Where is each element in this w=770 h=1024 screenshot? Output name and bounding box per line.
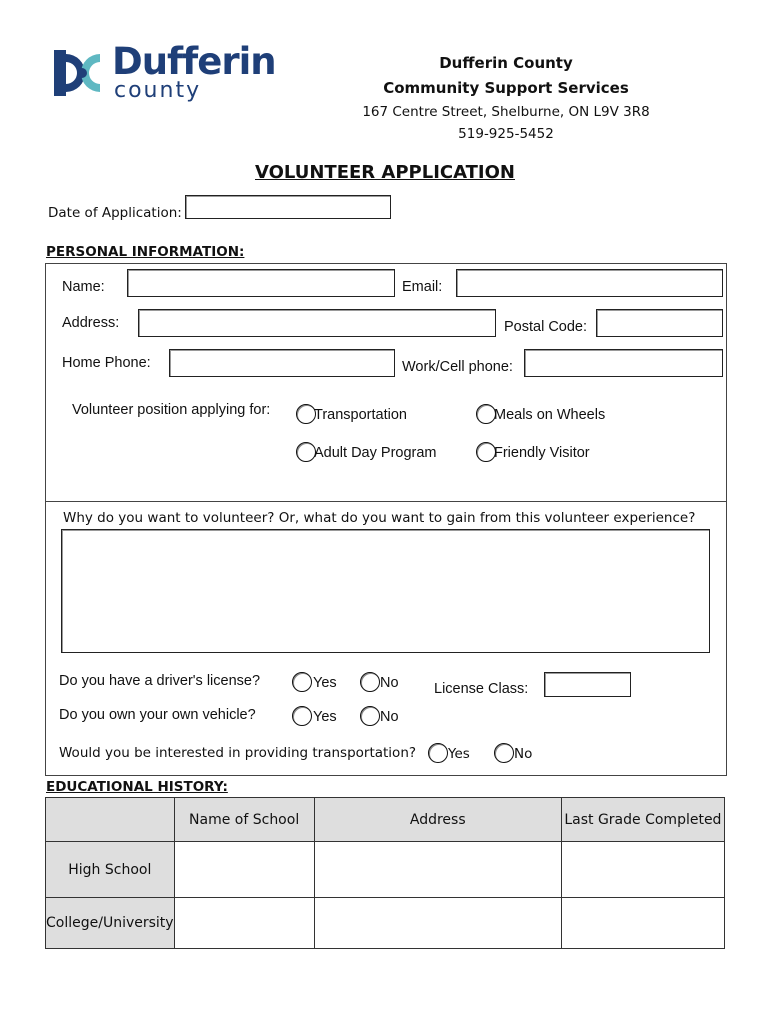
work-phone-label: Work/Cell phone: bbox=[402, 359, 513, 375]
high-school-address-cell[interactable] bbox=[314, 842, 561, 898]
logo-brand: Dufferin bbox=[112, 40, 276, 83]
date-label: Date of Application: bbox=[48, 205, 182, 221]
transport-no-label: No bbox=[514, 746, 533, 762]
work-phone-field[interactable] bbox=[524, 349, 723, 377]
label-friendly-visitor: Friendly Visitor bbox=[494, 445, 590, 461]
column-header: Name of School bbox=[174, 798, 314, 842]
transport-no-radio[interactable] bbox=[494, 743, 514, 763]
home-phone-label: Home Phone: bbox=[62, 355, 151, 371]
postal-code-label: Postal Code: bbox=[504, 319, 588, 335]
logo-sub: county bbox=[114, 78, 202, 103]
vehicle-yes-label: Yes bbox=[313, 709, 337, 725]
email-field[interactable] bbox=[456, 269, 723, 297]
college-grade-cell[interactable] bbox=[561, 898, 724, 949]
org-name: Dufferin County bbox=[439, 54, 573, 72]
org-phone: 519-925-5452 bbox=[458, 126, 554, 142]
license-yes-radio[interactable] bbox=[292, 672, 312, 692]
high-school-grade-cell[interactable] bbox=[561, 842, 724, 898]
radio-transportation[interactable] bbox=[296, 404, 316, 424]
org-dept: Community Support Services bbox=[383, 79, 629, 97]
dufferin-logo-mark bbox=[52, 44, 104, 102]
label-meals-on-wheels: Meals on Wheels bbox=[494, 407, 606, 423]
license-class-field[interactable] bbox=[544, 672, 631, 697]
college-name-cell[interactable] bbox=[174, 898, 314, 949]
label-transportation: Transportation bbox=[314, 407, 407, 423]
name-field[interactable] bbox=[127, 269, 395, 297]
email-label: Email: bbox=[402, 279, 443, 295]
personal-heading: PERSONAL INFORMATION: bbox=[46, 244, 245, 260]
education-heading: EDUCATIONAL HISTORY: bbox=[46, 779, 228, 795]
license-yes-label: Yes bbox=[313, 675, 337, 691]
transport-question: Would you be interested in providing transportation? bbox=[59, 745, 417, 761]
logo bbox=[52, 40, 282, 110]
name-label: Name: bbox=[62, 279, 105, 295]
position-label: Volunteer position applying for: bbox=[72, 402, 271, 418]
vehicle-yes-radio[interactable] bbox=[292, 706, 312, 726]
education-corner-cell bbox=[46, 798, 175, 842]
transport-yes-label: Yes bbox=[448, 746, 470, 762]
radio-meals-on-wheels[interactable] bbox=[476, 404, 496, 424]
row-header: High School bbox=[46, 842, 175, 898]
college-address-cell[interactable] bbox=[314, 898, 561, 949]
row-header: College/University bbox=[46, 898, 175, 949]
postal-code-field[interactable] bbox=[596, 309, 723, 337]
address-field[interactable] bbox=[138, 309, 496, 337]
vehicle-no-radio[interactable] bbox=[360, 706, 380, 726]
high-school-name-cell[interactable] bbox=[174, 842, 314, 898]
date-field[interactable] bbox=[185, 195, 391, 219]
why-textarea[interactable] bbox=[61, 529, 710, 653]
vehicle-no-label: No bbox=[380, 709, 399, 725]
column-header: Address bbox=[314, 798, 561, 842]
home-phone-field[interactable] bbox=[169, 349, 395, 377]
radio-friendly-visitor[interactable] bbox=[476, 442, 496, 462]
education-table bbox=[45, 797, 725, 949]
label-adult-day-program: Adult Day Program bbox=[314, 445, 437, 461]
why-label: Why do you want to volunteer? Or, what do you want to gain from this volunteer experience? bbox=[63, 510, 696, 526]
vehicle-question: Do you own your own vehicle? bbox=[59, 707, 256, 723]
column-header: Last Grade Completed bbox=[561, 798, 724, 842]
org-address: 167 Centre Street, Shelburne, ON L9V 3R8 bbox=[362, 104, 650, 120]
license-class-label: License Class: bbox=[434, 681, 529, 697]
license-no-label: No bbox=[380, 675, 399, 691]
transport-yes-radio[interactable] bbox=[428, 743, 448, 763]
page-title: VOLUNTEER APPLICATION bbox=[255, 162, 515, 183]
license-question: Do you have a driver's license? bbox=[59, 673, 261, 689]
radio-adult-day-program[interactable] bbox=[296, 442, 316, 462]
license-no-radio[interactable] bbox=[360, 672, 380, 692]
address-label: Address: bbox=[62, 315, 120, 331]
personal-box bbox=[45, 263, 727, 502]
